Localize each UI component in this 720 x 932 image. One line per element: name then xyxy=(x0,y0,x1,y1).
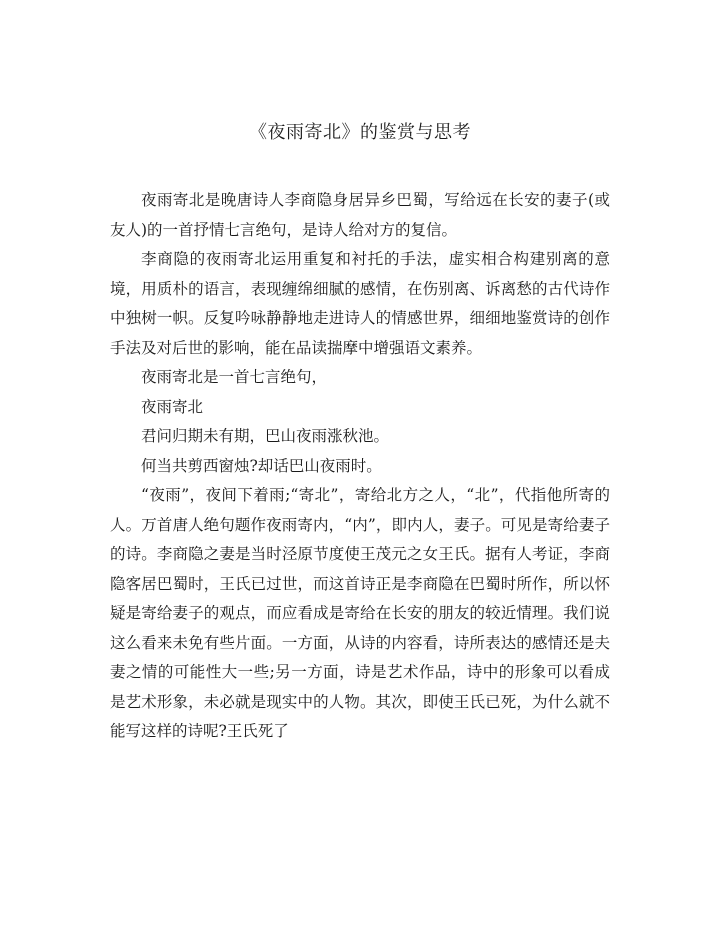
paragraph-form: 夜雨寄北是一首七言绝句， xyxy=(141,368,328,386)
poem-line-2: 何当共剪西窗烛?却话巴山夜雨时。 xyxy=(141,456,382,475)
poem-title: 夜雨寄北 xyxy=(141,397,204,416)
document-title: 《夜雨寄北》的鉴赏与思考 xyxy=(249,122,471,143)
paragraph-intro: 夜雨寄北是晚唐诗人李商隐身居异乡巴蜀，写给远在长安的妻子(或友人)的一首抒情七言绝句，是诗人给对方的复信。 xyxy=(110,191,610,239)
paragraph-analysis: “夜雨”，夜间下着雨;“寄北”，寄给北方之人，“北”，代指他所寄的人。万首唐人绝句题作夜雨寄内，“内”，即内人，妻子。可见是寄给妻子的诗。李商隐之妻是当时泾原节度使王茂元之女王氏。据有人考证，李商隐客居巴蜀时，王氏已过世，而这首诗正是李商隐在巴蜀时所作，所以怀疑是寄给妻子的观点，而应看成是寄给在长安的朋友的较近情理。我们说这么看来未免有些片面。一方面，从诗的内容看，诗所表达的感情还是夫妻之情的可能性大一些;另一方面，诗是艺术作品，诗中的形象可以看成是艺术形象，未必就是现实中的人物。其次，即使王氏已死，为什么就不能写这样的诗呢?王氏死了 xyxy=(110,486,610,740)
poem-line-1: 君问归期未有期，巴山夜雨涨秋池。 xyxy=(141,427,390,445)
document-body xyxy=(110,186,610,747)
paragraph-technique: 李商隐的夜雨寄北运用重复和衬托的手法，虚实相合构建别离的意境，用质朴的语言，表现缠绵细腻的感情，在伤别离、诉离愁的古代诗作中独树一帜。反复吟咏静静地走进诗人的情感世界，细细地鉴赏诗的创作手法及对后世的影响，能在品读揣摩中增强语文素养。 xyxy=(110,250,610,357)
